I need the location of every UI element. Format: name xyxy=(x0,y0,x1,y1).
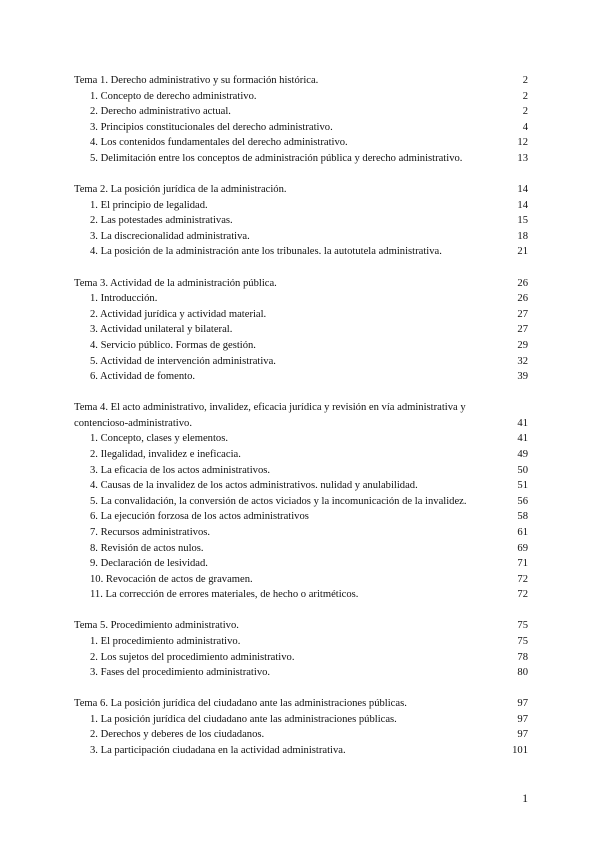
subsection-page: 21 xyxy=(517,246,528,258)
toc-subsection-entry[interactable] xyxy=(74,198,528,214)
toc-section xyxy=(74,73,528,167)
toc-subsection-entry[interactable] xyxy=(74,120,528,136)
toc-subsection-entry[interactable] xyxy=(74,650,528,666)
subsection-title: 6. La ejecución forzosa de los actos administrativos xyxy=(90,511,309,523)
toc-subsection-entry[interactable] xyxy=(74,338,528,354)
subsection-title: 4. La posición de la administración ante los tribunales. la autotutela administrativa. xyxy=(90,246,442,258)
chapter-title: Tema 5. Procedimiento administrativo. xyxy=(74,620,239,632)
toc-section xyxy=(74,696,528,758)
chapter-page: 26 xyxy=(517,277,528,289)
toc-chapter-entry[interactable] xyxy=(74,618,528,634)
subsection-page: 18 xyxy=(517,230,528,242)
toc-subsection-entry[interactable] xyxy=(74,307,528,323)
subsection-title: 3. Principios constitucionales del derecho administrativo. xyxy=(90,121,333,133)
chapter-title: Tema 1. Derecho administrativo y su formación histórica. xyxy=(74,75,319,86)
subsection-title: 2. Ilegalidad, invalidez e ineficacia. xyxy=(90,448,241,460)
subsection-page: 78 xyxy=(517,651,528,663)
subsection-title: 3. La participación ciudadana en la actividad administrativa. xyxy=(90,745,346,757)
subsection-page: 101 xyxy=(512,745,528,757)
subsection-title: 1. Concepto de derecho administrativo. xyxy=(90,90,257,102)
chapter-page: 41 xyxy=(517,417,528,429)
toc-subsection-entry[interactable] xyxy=(74,525,528,541)
subsection-title: 2. Actividad jurídica y actividad material. xyxy=(90,308,267,320)
subsection-title: 7. Recursos administrativos. xyxy=(90,526,211,538)
subsection-title: 1. La posición jurídica del ciudadano ante las administraciones públicas. xyxy=(90,713,397,725)
toc-subsection-entry[interactable] xyxy=(74,727,528,743)
toc-subsection-entry[interactable] xyxy=(74,587,528,603)
subsection-page: 58 xyxy=(517,511,528,523)
subsection-title: 8. Revisión de actos nulos. xyxy=(90,542,204,554)
toc-section xyxy=(74,276,528,385)
subsection-page: 4 xyxy=(522,121,528,133)
toc-chapter-entry[interactable] xyxy=(74,182,528,198)
subsection-page: 15 xyxy=(517,215,528,227)
subsection-title: 9. Declaración de lesividad. xyxy=(90,558,208,570)
subsection-page: 13 xyxy=(517,152,528,164)
subsection-page: 61 xyxy=(517,526,528,538)
toc-chapter-entry[interactable] xyxy=(74,73,528,89)
toc-subsection-entry[interactable] xyxy=(74,463,528,479)
subsection-title: 5. Actividad de intervención administrativa. xyxy=(90,355,276,367)
subsection-title: 5. La convalidación, la conversión de actos viciados y la incomunicación de la invalidez. xyxy=(90,495,467,507)
subsection-title: 1. El procedimiento administrativo. xyxy=(90,636,241,647)
toc-subsection-entry[interactable] xyxy=(74,291,528,307)
subsection-title: 3. Actividad unilateral y bilateral. xyxy=(90,324,233,336)
toc-subsection-entry[interactable] xyxy=(74,509,528,525)
toc-section xyxy=(74,400,528,603)
table-of-contents xyxy=(74,73,528,774)
page-number: 1 xyxy=(522,793,528,805)
toc-subsection-entry[interactable] xyxy=(74,556,528,572)
toc-subsection-entry[interactable] xyxy=(74,665,528,681)
toc-subsection-entry[interactable] xyxy=(74,104,528,120)
chapter-title: Tema 3. Actividad de la administración pública. xyxy=(74,277,277,289)
subsection-page: 26 xyxy=(517,293,528,305)
toc-subsection-entry[interactable] xyxy=(74,135,528,151)
subsection-page: 72 xyxy=(517,573,528,585)
subsection-page: 80 xyxy=(517,667,528,679)
subsection-title: 2. Derecho administrativo actual. xyxy=(90,106,231,118)
subsection-title: 1. Concepto, clases y elementos. xyxy=(90,433,228,445)
chapter-page: 14 xyxy=(517,184,528,196)
subsection-title: 6. Actividad de fomento. xyxy=(90,371,196,383)
subsection-page: 49 xyxy=(517,448,528,460)
subsection-title: 10. Revocación de actos de gravamen. xyxy=(90,573,253,585)
toc-subsection-entry[interactable] xyxy=(74,494,528,510)
subsection-page: 27 xyxy=(517,308,528,320)
toc-subsection-entry[interactable] xyxy=(74,354,528,370)
chapter-title: Tema 6. La posición jurídica del ciudadano ante las administraciones públicas. xyxy=(74,698,407,710)
toc-subsection-entry[interactable] xyxy=(74,541,528,557)
chapter-title: Tema 2. La posición jurídica de la administración. xyxy=(74,184,287,196)
subsection-page: 71 xyxy=(517,558,528,570)
subsection-title: 2. Los sujetos del procedimiento administrativo. xyxy=(90,651,295,663)
subsection-page: 50 xyxy=(517,464,528,476)
toc-chapter-entry[interactable] xyxy=(74,276,528,292)
subsection-page: 72 xyxy=(517,589,528,601)
subsection-title: 1. Introducción. xyxy=(90,293,158,305)
chapter-page: 2 xyxy=(522,75,528,86)
subsection-page: 29 xyxy=(517,339,528,351)
subsection-page: 32 xyxy=(517,355,528,367)
subsection-title: 3. La eficacia de los actos administrativos. xyxy=(90,464,271,476)
toc-section xyxy=(74,618,528,680)
subsection-page: 75 xyxy=(517,636,528,647)
toc-subsection-entry[interactable] xyxy=(74,431,528,447)
toc-chapter-entry[interactable] xyxy=(74,400,528,431)
subsection-title: 2. Las potestades administrativas. xyxy=(90,215,233,227)
toc-subsection-entry[interactable] xyxy=(74,572,528,588)
toc-subsection-entry[interactable] xyxy=(74,229,528,245)
toc-subsection-entry[interactable] xyxy=(74,369,528,385)
toc-subsection-entry[interactable] xyxy=(74,151,528,167)
toc-subsection-entry[interactable] xyxy=(74,213,528,229)
subsection-page: 27 xyxy=(517,324,528,336)
subsection-page: 12 xyxy=(517,137,528,149)
subsection-page: 51 xyxy=(517,480,528,492)
subsection-page: 56 xyxy=(517,495,528,507)
subsection-page: 41 xyxy=(517,433,528,445)
toc-section xyxy=(74,182,528,260)
subsection-title: 4. Causas de la invalidez de los actos administrativos. nulidad y anulabilidad. xyxy=(90,480,418,492)
subsection-title: 4. Servicio público. Formas de gestión. xyxy=(90,339,256,351)
toc-chapter-entry[interactable] xyxy=(74,696,528,712)
subsection-page: 14 xyxy=(517,199,528,211)
toc-subsection-entry[interactable] xyxy=(74,478,528,494)
subsection-page: 2 xyxy=(522,90,528,102)
subsection-title: 2. Derechos y deberes de los ciudadanos. xyxy=(90,729,265,741)
subsection-title: 1. El principio de legalidad. xyxy=(90,199,208,211)
subsection-page: 2 xyxy=(522,106,528,118)
toc-subsection-entry[interactable] xyxy=(74,447,528,463)
subsection-page: 97 xyxy=(517,729,528,741)
subsection-title: 4. Los contenidos fundamentales del derecho administrativo. xyxy=(90,137,348,149)
chapter-page: 97 xyxy=(517,698,528,710)
chapter-page: 75 xyxy=(517,620,528,632)
toc-subsection-entry[interactable] xyxy=(74,322,528,338)
toc-subsection-entry[interactable] xyxy=(74,712,528,728)
subsection-title: 3. La discrecionalidad administrativa. xyxy=(90,230,250,242)
toc-subsection-entry[interactable] xyxy=(74,244,528,260)
subsection-page: 69 xyxy=(517,542,528,554)
chapter-title: Tema 4. El acto administrativo, invalidez, eficacia jurídica y revisión en vía administrativa y contencioso-administrativo. xyxy=(74,402,466,429)
subsection-title: 3. Fases del procedimiento administrativo. xyxy=(90,667,271,679)
toc-subsection-entry[interactable] xyxy=(74,634,528,650)
toc-subsection-entry[interactable] xyxy=(74,743,528,759)
toc-subsection-entry[interactable] xyxy=(74,89,528,105)
subsection-page: 97 xyxy=(517,713,528,725)
subsection-page: 39 xyxy=(517,371,528,383)
subsection-title: 11. La corrección de errores materiales, de hecho o aritméticos. xyxy=(90,589,359,601)
subsection-title: 5. Delimitación entre los conceptos de administración pública y derecho administrativo. xyxy=(90,152,463,164)
